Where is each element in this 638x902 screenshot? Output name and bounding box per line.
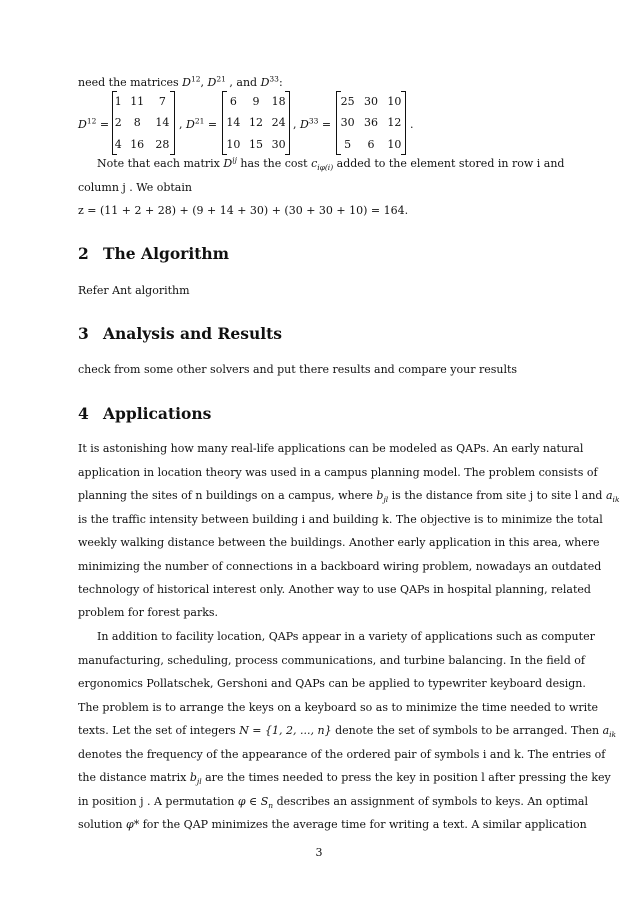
matrix-d12: 1 11 7 2 8 14 4 16 28 (112, 91, 175, 155)
apps-p1-line-8: problem for forest parks. (78, 606, 219, 619)
matrix-d21: 6 9 18 14 12 24 10 15 30 (222, 91, 290, 155)
apps-p1-line-4: is the traffic intensity between building i and building k. The objective is to minimize the total (78, 513, 603, 526)
page-number: 3 (315, 846, 323, 859)
apps-p1-line-1: It is astonishing how many real-life applications can be modeled as QAPs. An early natural (78, 442, 584, 455)
apps-p2-line-1: In addition to facility location, QAPs appear in a variety of applications such as computer (97, 630, 595, 643)
apps-p2-line-8: in position j . A permutation φ ∈ $S_n$ describes an assignment of symbols to keys. An optimal (78, 795, 588, 811)
note-line-1: Note that each matrix $D^{ij}$ has the cost $c_{i\varphi(i)}$ added to the element stored in row i and (97, 155, 565, 173)
matrix-label-d12: $D^{12}$ = (78, 116, 110, 131)
matrix-trailing-period: . (410, 118, 414, 131)
apps-p2-line-4: The problem is to arrange the keys on a keyboard so as to minimize the time needed to write (78, 701, 599, 714)
section-body-analysis: check from some other solvers and put there results and compare your results (78, 363, 518, 376)
objective-value-line: z = (11 + 2 + 28) + (9 + 14 + 30) + (30 + 30 + 10) = 164. (78, 204, 409, 217)
intro-line: need the matrices $D^{12}$, $D^{21}$ , and $D^{33}$: (78, 74, 283, 89)
apps-p1-line-7: technology of historical interest only. Another way to use QAPs in hospital planning, related (78, 583, 591, 596)
section-body-algorithm: Refer Ant algorithm (78, 284, 190, 297)
matrix-label-d33: , $D^{33}$ = (293, 116, 332, 131)
section-heading-analysis: 3 Analysis and Results (78, 324, 283, 343)
apps-p2-line-6: denotes the frequency of the appearance of the ordered pair of symbols i and k. The entries of (78, 748, 606, 761)
matrix-label-d21: , $D^{21}$ = (179, 116, 218, 131)
apps-p1-line-2: application in location theory was used in a campus planning model. The problem consists of (78, 466, 598, 479)
apps-p1-line-5: weekly walking distance between the buildings. Another early application in this area, where (78, 536, 600, 549)
apps-p2-line-2: manufacturing, scheduling, process communications, and turbine balancing. In the field of (78, 654, 585, 667)
section-heading-applications: 4 Applications (78, 404, 212, 423)
section-heading-algorithm: 2 The Algorithm (78, 244, 230, 263)
note-line-2: column j . We obtain (78, 181, 192, 194)
apps-p1-line-3: planning the sites of n buildings on a campus, where $b_{jl}$ is the distance from site j to site l and $a_{ik}$ (78, 489, 620, 505)
apps-p2-line-9: solution φ* for the QAP minimizes the average time for writing a text. A similar application (78, 818, 587, 831)
apps-p2-line-3: ergonomics Pollatschek, Gershoni and QAPs can be applied to typewriter keyboard design. (78, 677, 586, 690)
matrix-d33: 25 30 10 30 36 12 5 6 10 (336, 91, 406, 155)
apps-p1-line-6: minimizing the number of connections in a backboard wiring problem, nowadays an outdated (78, 560, 602, 573)
apps-p2-line-5: texts. Let the set of integers N = {1, 2, ..., n} denote the set of symbols to be arranged. Then $a_{ik}$ (78, 724, 617, 740)
apps-p2-line-7: the distance matrix $b_{jl}$ are the times needed to press the key in position l after pressing the key (78, 771, 611, 787)
